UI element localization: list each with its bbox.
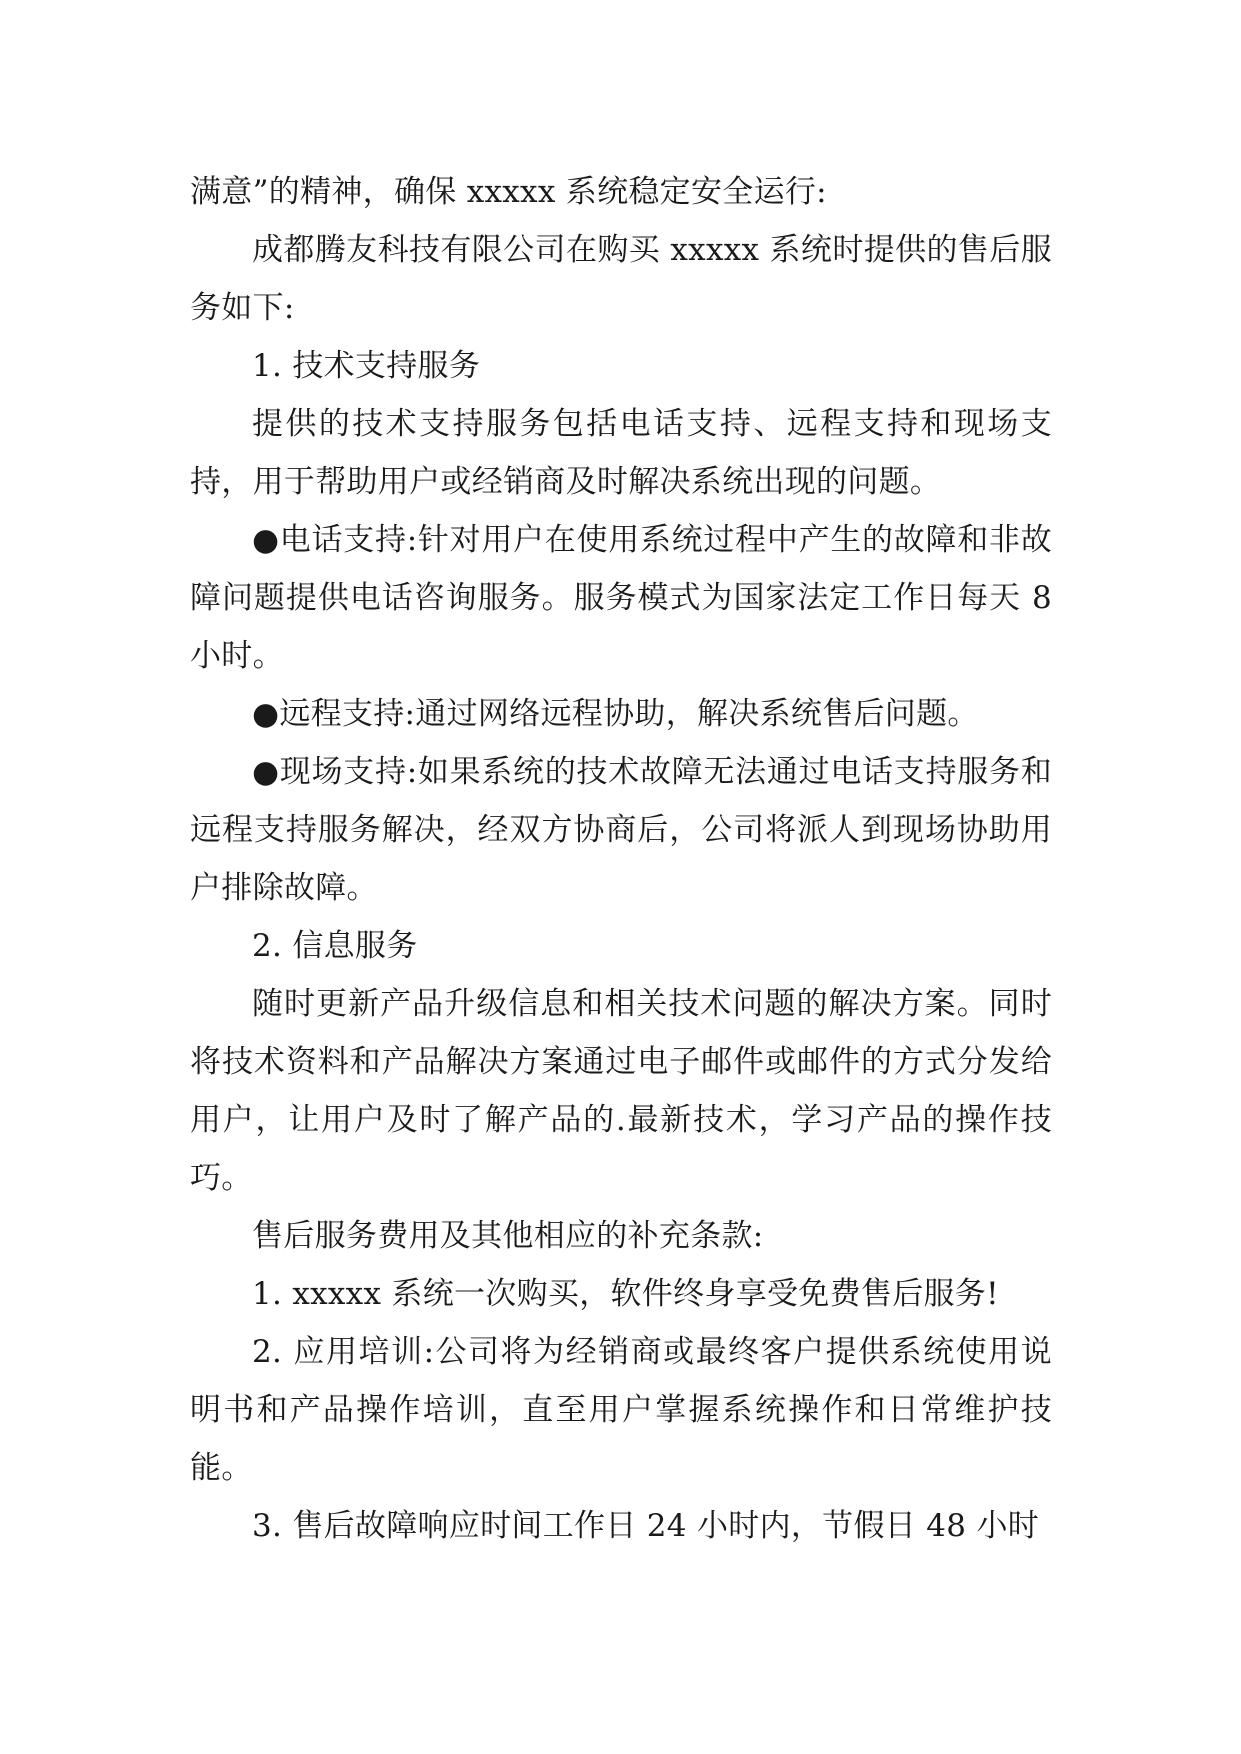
bullet-remote-support: ●远程支持:通过网络远程协助，解决系统售后问题。 (252, 696, 979, 732)
clause-3: 3. 售后故障响应时间工作日 24 小时内，节假日 48 小时 (252, 1508, 1040, 1544)
bullet-phone-support: ●电话支持:针对用户在使用系统过程中产生的故障和非故障问题提供电话咨询服务。服务模式为国家法定工作日每天 8 小时。 (190, 522, 1052, 674)
document-body (190, 163, 1052, 1555)
section-heading-tech-support: 1. 技术支持服务 (252, 348, 481, 384)
clause-2: 2. 应用培训:公司将为经销商或最终客户提供系统使用说明书和产品操作培训，直至用户掌握系统操作和日常维护技能。 (190, 1334, 1052, 1486)
paragraph-continuation: 满意”的精神，确保 xxxxx 系统稳定安全运行: (190, 174, 827, 210)
paragraph-tech-support: 提供的技术支持服务包括电话支持、远程支持和现场支持，用于帮助用户或经销商及时解决系统出现的问题。 (190, 406, 1052, 500)
paragraph-fees-heading: 售后服务费用及其他相应的补充条款: (252, 1218, 764, 1254)
clause-1: 1. xxxxx 系统一次购买，软件终身享受免费售后服务! (252, 1276, 999, 1312)
section-heading-info-service: 2. 信息服务 (252, 928, 418, 964)
bullet-onsite-support: ●现场支持:如果系统的技术故障无法通过电话支持服务和远程支持服务解决，经双方协商后，公司将派人到现场协助用户排除故障。 (190, 754, 1052, 906)
paragraph-intro: 成都腾友科技有限公司在购买 xxxxx 系统时提供的售后服务如下: (190, 232, 1052, 326)
paragraph-info-service: 随时更新产品升级信息和相关技术问题的解决方案。同时将技术资料和产品解决方案通过电子邮件或邮件的方式分发给用户，让用户及时了解产品的.最新技术，学习产品的操作技巧。 (190, 986, 1052, 1196)
